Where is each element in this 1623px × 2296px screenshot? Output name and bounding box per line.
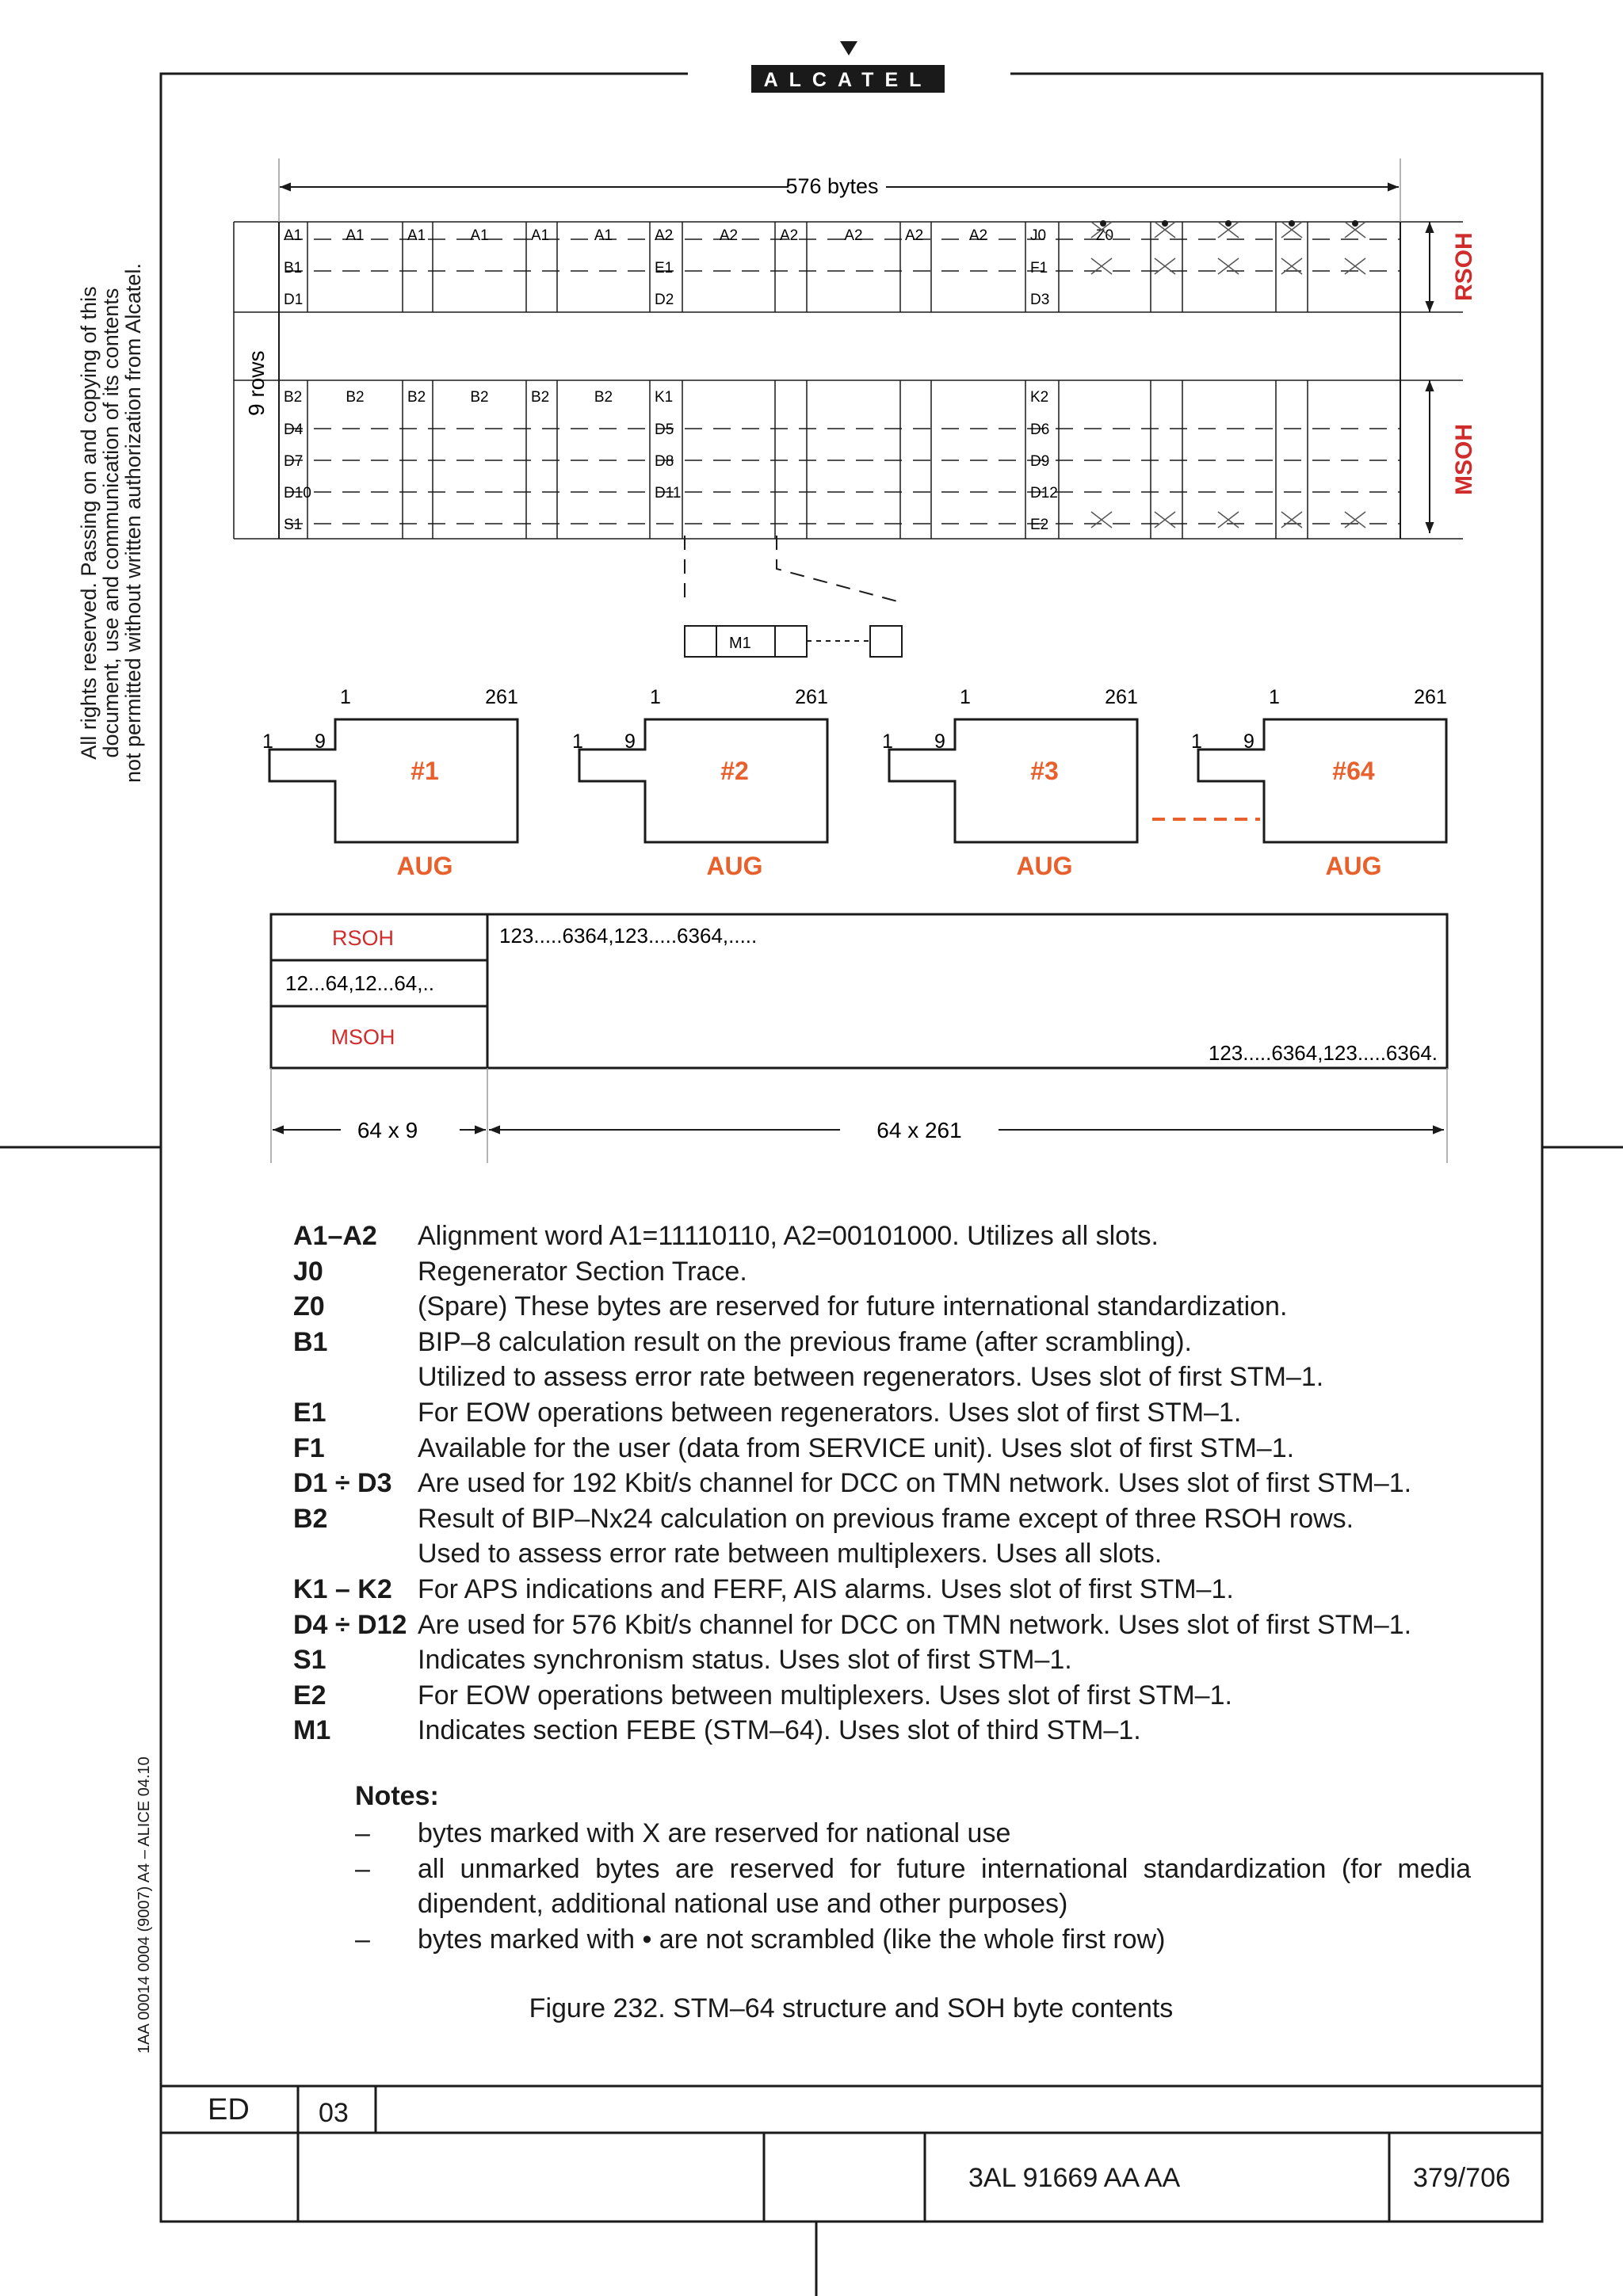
msoh-byte-d6: D6 bbox=[1030, 421, 1050, 438]
aug-label: AUG bbox=[396, 852, 453, 880]
aug-id: #2 bbox=[720, 757, 749, 785]
msoh-byte-b2: B2 bbox=[531, 389, 550, 406]
definition-description: Are used for 576 Kbit/s channel for DCC on TMN network. Uses slot of first STM–1. bbox=[418, 1609, 1412, 1640]
msoh-byte-k2: K2 bbox=[1030, 389, 1049, 406]
definition-row bbox=[293, 1289, 1482, 1325]
aug-col-start: 1 bbox=[650, 686, 661, 708]
aug-label: AUG bbox=[1325, 852, 1382, 880]
dot-mark-icon bbox=[1162, 220, 1168, 227]
msoh-byte-b2: B2 bbox=[346, 389, 365, 406]
m1-label: M1 bbox=[729, 635, 751, 652]
aug-row-9: 9 bbox=[934, 730, 945, 753]
copyright-notice bbox=[78, 263, 144, 783]
footer-page-number: 379/706 bbox=[1413, 2163, 1510, 2193]
rsoh-side-label: RSOH bbox=[1451, 232, 1477, 301]
definition-term: Z0 bbox=[293, 1291, 325, 1322]
copyright-line: All rights reserved. Passing on and copying of this bbox=[77, 286, 101, 760]
dot-mark-icon bbox=[1289, 220, 1295, 227]
definition-term: E2 bbox=[293, 1680, 327, 1711]
definition-description: Alignment word A1=11110110, A2=00101000. Utilizes all slots. bbox=[418, 1221, 1159, 1251]
dot-mark-icon bbox=[1352, 220, 1358, 227]
notes-title: Notes: bbox=[355, 1781, 439, 1811]
rsoh-byte-a1: A1 bbox=[284, 227, 303, 244]
msoh-byte-d5: D5 bbox=[655, 421, 674, 438]
msoh-byte-d10: D10 bbox=[284, 485, 311, 502]
m1-detail bbox=[685, 536, 902, 657]
left-width-label: 64 x 9 bbox=[357, 1118, 418, 1142]
rsoh-byte-a2: A2 bbox=[968, 227, 988, 244]
aug-block bbox=[1191, 686, 1447, 880]
rsoh-byte-a1: A1 bbox=[346, 227, 365, 244]
note-dash: – bbox=[355, 1818, 370, 1848]
definition-row bbox=[293, 1325, 1482, 1360]
aug-label: AUG bbox=[706, 852, 763, 880]
alcatel-logo bbox=[751, 41, 945, 93]
msoh-byte-d4: D4 bbox=[284, 421, 304, 438]
rsoh-byte-a1: A1 bbox=[470, 227, 489, 244]
definition-description: Available for the user (data from SERVICE unit). Uses slot of first STM–1. bbox=[418, 1432, 1295, 1463]
definition-term bbox=[293, 1536, 418, 1572]
msoh-byte-b2: B2 bbox=[284, 389, 303, 406]
definition-term: F1 bbox=[293, 1432, 325, 1463]
definition-row bbox=[293, 1254, 1482, 1290]
definition-term: B2 bbox=[293, 1503, 328, 1534]
aug-row-9: 9 bbox=[315, 730, 326, 753]
msoh-byte-k1: K1 bbox=[655, 389, 674, 406]
rsoh-byte-j0: J0 bbox=[1030, 227, 1047, 244]
msoh-byte-b2: B2 bbox=[470, 389, 489, 406]
definition-term: A1–A2 bbox=[293, 1221, 377, 1251]
aug-col-end: 261 bbox=[1414, 686, 1447, 708]
frame-summary bbox=[271, 914, 1447, 1163]
definition-row bbox=[293, 1431, 1482, 1466]
copyright-line: not permitted without written authorization from Alcatel. bbox=[121, 263, 145, 783]
aug-block bbox=[882, 686, 1138, 880]
aug-id: #3 bbox=[1030, 757, 1059, 785]
definition-description: Are used for 192 Kbit/s channel for DCC on TMN network. Uses slot of first STM–1. bbox=[418, 1468, 1412, 1499]
rows-label: 9 rows bbox=[244, 350, 269, 416]
frame-payload-top: 123.....6364,123.....6364,..... bbox=[499, 924, 758, 948]
definition-row bbox=[293, 1536, 1482, 1572]
aug-col-end: 261 bbox=[1105, 686, 1138, 708]
aug-row-9: 9 bbox=[624, 730, 636, 753]
rsoh-byte-a2: A2 bbox=[719, 227, 739, 244]
note-dash: – bbox=[355, 1924, 370, 1955]
definition-term: D4 ÷ D12 bbox=[293, 1609, 407, 1640]
rsoh-byte-a1: A1 bbox=[407, 227, 426, 244]
msoh-byte-d7: D7 bbox=[284, 453, 304, 470]
rsoh-byte-b1: B1 bbox=[284, 260, 303, 277]
rsoh-byte-a2: A2 bbox=[905, 227, 924, 244]
definition-row bbox=[293, 1501, 1482, 1537]
aug-col-start: 1 bbox=[340, 686, 351, 708]
note-text: bytes marked with X are reserved for national use bbox=[418, 1818, 1011, 1848]
rsoh-byte-d1: D1 bbox=[284, 292, 304, 308]
right-width-label: 64 x 261 bbox=[876, 1118, 962, 1142]
brand-name: ALCATEL bbox=[763, 69, 933, 91]
definition-term: J0 bbox=[293, 1256, 323, 1287]
aug-block bbox=[572, 686, 828, 880]
definition-term: D1 ÷ D3 bbox=[293, 1468, 392, 1499]
rsoh-byte-d2: D2 bbox=[655, 292, 674, 308]
frame-payload-bottom: 123.....6364,123.....6364. bbox=[1208, 1041, 1438, 1065]
aug-block bbox=[262, 686, 518, 880]
definition-description: Indicates synchronism status. Uses slot of first STM–1. bbox=[418, 1645, 1072, 1676]
definition-description: (Spare) These bytes are reserved for future international standardization. bbox=[418, 1291, 1288, 1322]
aug-col-start: 1 bbox=[960, 686, 971, 708]
definition-term: S1 bbox=[293, 1645, 327, 1676]
definition-description: Result of BIP–Nx24 calculation on previous frame except of three RSOH rows. bbox=[418, 1503, 1354, 1534]
soh-byte-grid bbox=[234, 158, 1463, 539]
dot-mark-icon bbox=[1225, 220, 1232, 227]
msoh-side-label: MSOH bbox=[1451, 424, 1477, 495]
msoh-byte-s1: S1 bbox=[284, 517, 303, 533]
frame-pointer-text: 12...64,12...64,.. bbox=[285, 971, 434, 995]
definition-description: Used to assess error rate between multiplexers. Uses all slots. bbox=[418, 1539, 1163, 1569]
definition-term: M1 bbox=[293, 1715, 331, 1746]
notes-list bbox=[355, 1816, 1471, 1957]
definition-row bbox=[293, 1678, 1482, 1714]
aug-row-start: 1 bbox=[572, 730, 583, 753]
definition-description: For APS indications and FERF, AIS alarms. Uses slot of first STM–1. bbox=[418, 1573, 1234, 1604]
frame-msoh-label: MSOH bbox=[330, 1025, 395, 1049]
rsoh-byte-a1: A1 bbox=[531, 227, 550, 244]
msoh-byte-b2: B2 bbox=[407, 389, 426, 406]
x-mark-icon bbox=[1345, 258, 1365, 274]
note-dash: – bbox=[355, 1853, 370, 1884]
aug-col-start: 1 bbox=[1269, 686, 1280, 708]
aug-label: AUG bbox=[1016, 852, 1073, 880]
msoh-byte-d11: D11 bbox=[655, 485, 682, 502]
definition-description: BIP–8 calculation result on the previous frame (after scrambling). bbox=[418, 1326, 1193, 1357]
aug-col-end: 261 bbox=[795, 686, 828, 708]
x-mark-icon bbox=[1218, 258, 1239, 274]
definition-term bbox=[293, 1360, 418, 1395]
aug-row-9: 9 bbox=[1243, 730, 1254, 753]
x-mark-icon bbox=[1155, 512, 1175, 528]
definition-description: For EOW operations between multiplexers. Uses slot of first STM–1. bbox=[418, 1680, 1232, 1711]
definition-description: Indicates section FEBE (STM–64). Uses slot of third STM–1. bbox=[418, 1715, 1141, 1746]
width-label: 576 bytes bbox=[785, 174, 879, 198]
msoh-byte-d12: D12 bbox=[1030, 485, 1058, 502]
x-mark-icon bbox=[1281, 512, 1302, 528]
copyright-line: document, use and communication of its contents bbox=[99, 288, 123, 758]
aug-row-start: 1 bbox=[882, 730, 893, 753]
definition-term: B1 bbox=[293, 1326, 328, 1357]
note-item bbox=[355, 1816, 1471, 1852]
note-text: bytes marked with • are not scrambled (like the whole first row) bbox=[418, 1924, 1166, 1955]
definition-row bbox=[293, 1466, 1482, 1501]
footer-ed-value: 03 bbox=[319, 2098, 349, 2128]
x-mark-icon bbox=[1091, 258, 1112, 274]
frame-rsoh-label: RSOH bbox=[331, 926, 395, 950]
definition-description: For EOW operations between regenerators. Uses slot of first STM–1. bbox=[418, 1397, 1242, 1428]
figure-caption: Figure 232. STM–64 structure and SOH byte contents bbox=[529, 1993, 1174, 2023]
definition-row bbox=[293, 1608, 1482, 1643]
definition-term: K1 – K2 bbox=[293, 1573, 392, 1604]
definition-term: E1 bbox=[293, 1397, 327, 1428]
footer-ed-label: ED bbox=[208, 2093, 250, 2126]
side-document-code: 1AA 00014 0004 (9007) A4 – ALICE 04.10 bbox=[136, 1756, 153, 2054]
rsoh-byte-d3: D3 bbox=[1030, 292, 1050, 308]
rsoh-byte-f1: F1 bbox=[1030, 260, 1048, 277]
definition-row bbox=[293, 1713, 1482, 1749]
definition-row bbox=[293, 1395, 1482, 1431]
rsoh-byte-a2: A2 bbox=[655, 227, 674, 244]
x-mark-icon bbox=[1218, 512, 1239, 528]
definition-description: Regenerator Section Trace. bbox=[418, 1256, 747, 1287]
msoh-byte-e2: E2 bbox=[1030, 517, 1049, 533]
aug-blocks bbox=[262, 686, 1447, 880]
definition-row bbox=[293, 1219, 1482, 1254]
definition-description: Utilized to assess error rate between regenerators. Uses slot of first STM–1. bbox=[418, 1362, 1324, 1393]
x-mark-icon bbox=[1345, 512, 1365, 528]
note-item bbox=[355, 1852, 1471, 1922]
msoh-byte-d8: D8 bbox=[655, 453, 674, 470]
rsoh-byte-e1: E1 bbox=[655, 260, 674, 277]
definition-row bbox=[293, 1642, 1482, 1678]
aug-row-start: 1 bbox=[1191, 730, 1202, 753]
note-item bbox=[355, 1922, 1471, 1958]
dot-mark-icon bbox=[1100, 220, 1106, 227]
footer-doc-code: 3AL 91669 AA AA bbox=[968, 2163, 1181, 2193]
rsoh-byte-a1: A1 bbox=[594, 227, 613, 244]
rsoh-byte-a2: A2 bbox=[844, 227, 863, 244]
note-text: all unmarked bytes are reserved for future international standardization (for media dipendent, additional national use and other purposes) bbox=[418, 1853, 1471, 1920]
footer-table bbox=[161, 2086, 1542, 2222]
aug-col-end: 261 bbox=[485, 686, 518, 708]
aug-id: #64 bbox=[1332, 757, 1375, 785]
msoh-byte-d9: D9 bbox=[1030, 453, 1050, 470]
definition-row bbox=[293, 1360, 1482, 1395]
aug-row-start: 1 bbox=[262, 730, 273, 753]
rsoh-byte-z0: Z0 bbox=[1095, 227, 1114, 244]
byte-definitions-list bbox=[293, 1219, 1482, 1749]
msoh-byte-b2: B2 bbox=[594, 389, 613, 406]
x-mark-icon bbox=[1281, 258, 1302, 274]
x-mark-icon bbox=[1091, 512, 1112, 528]
aug-id: #1 bbox=[411, 757, 439, 785]
x-mark-icon bbox=[1155, 258, 1175, 274]
definition-row bbox=[293, 1572, 1482, 1608]
rsoh-byte-a2: A2 bbox=[780, 227, 799, 244]
